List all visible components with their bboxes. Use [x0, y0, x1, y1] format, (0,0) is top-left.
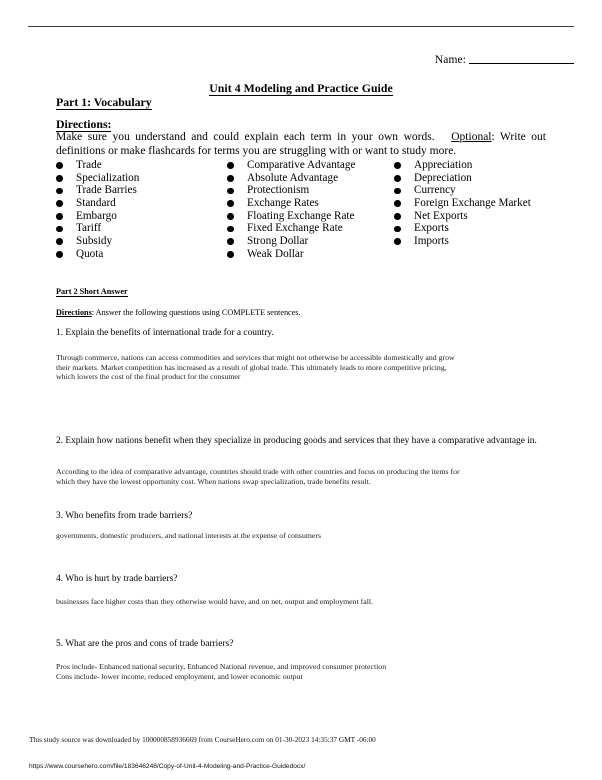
vocab-term: Trade Barries	[76, 184, 137, 197]
list-item	[227, 172, 355, 185]
directions-sentence-2: : Write out	[491, 131, 546, 143]
bullet-icon	[394, 162, 401, 169]
bullet-icon	[227, 238, 234, 245]
vocab-term: Embargo	[76, 209, 117, 222]
question-4: 4. Who is hurt by trade barriers?	[56, 574, 178, 584]
part2-heading	[56, 287, 128, 296]
list-item	[227, 248, 355, 261]
answer-line: businesses face higher costs than they otherwise would have, and on net, output and employment fall.	[56, 597, 373, 606]
answer-line: governments, domestic producers, and national interests at the expense of consumers	[56, 531, 322, 540]
bullet-icon	[56, 213, 63, 220]
vocab-term: Foreign Exchange Market	[414, 197, 531, 210]
bullet-icon	[227, 213, 234, 220]
vocab-term: Strong Dollar	[247, 235, 309, 248]
list-item	[227, 184, 355, 197]
list-item	[56, 172, 139, 185]
answer-line: which lowers the cost of the final product for the consumer	[56, 372, 241, 382]
vocab-term: Subsidy	[76, 235, 113, 248]
source-url[interactable]: https://www.coursehero.com/file/183646248/Copy-of-Unit-4-Modeling-and-Practice-Guidedocx/	[29, 763, 306, 770]
name-field-line	[435, 53, 574, 66]
list-item	[394, 235, 531, 248]
bullet-icon	[394, 238, 401, 245]
directions-line-1	[56, 130, 546, 144]
part2-heading-text: Part 2 Short Answer	[56, 287, 128, 296]
answer-4[interactable]	[56, 597, 552, 607]
vocab-term: Net Exports	[414, 209, 468, 222]
name-label: Name:	[434, 54, 466, 66]
directions-sentence-1: Make sure you understand and could explain each term in your own words.	[56, 131, 435, 143]
vocab-term: Currency	[414, 184, 456, 197]
bullet-icon	[394, 213, 401, 220]
answer-3[interactable]	[56, 531, 552, 541]
list-item	[394, 210, 531, 223]
bullet-icon	[227, 162, 234, 169]
bullet-icon	[394, 188, 401, 195]
answer-1[interactable]	[56, 353, 552, 382]
directions-optional-word: Optional	[451, 131, 492, 143]
directions-body	[56, 130, 546, 158]
vocab-term: Floating Exchange Rate	[247, 209, 355, 222]
download-attribution: This study source was downloaded by 100000858936669 from CourseHero.com on 01-30-2023 14:35:37 GMT -06:00	[29, 735, 376, 744]
vocabulary-column-1	[56, 159, 139, 261]
name-blank-underline[interactable]	[469, 53, 574, 64]
answer-line: their markets. Market competition has increased as a result of global trade. This ultimately leads to more competitive pricing,	[56, 362, 447, 372]
list-item	[56, 210, 139, 223]
vocab-term: Fixed Exchange Rate	[247, 222, 343, 235]
list-item	[56, 235, 139, 248]
list-item	[56, 159, 139, 172]
answer-line: Pros include- Enhanced national security, Enhanced National revenue, and improved consumer protection	[56, 662, 387, 671]
vocab-term: Exports	[414, 222, 449, 235]
answer-5[interactable]	[56, 662, 552, 681]
bullet-icon	[394, 200, 401, 207]
bullet-icon	[394, 226, 401, 233]
part1-heading	[56, 95, 152, 110]
bullet-icon	[56, 251, 63, 258]
vocab-term: Weak Dollar	[247, 247, 304, 260]
bullet-icon	[56, 162, 63, 169]
question-1: 1. Explain the benefits of international trade for a country.	[56, 328, 274, 338]
bullet-icon	[56, 188, 63, 195]
vocab-term: Exchange Rates	[247, 197, 319, 210]
list-item	[56, 248, 139, 261]
list-item	[227, 197, 355, 210]
answer-2[interactable]	[56, 467, 552, 486]
vocabulary-column-3	[394, 159, 531, 248]
bullet-icon	[56, 226, 63, 233]
bullet-icon	[227, 226, 234, 233]
list-item	[56, 222, 139, 235]
directions-line-2: definitions or make flashcards for terms you are struggling with or want to study more.	[56, 145, 457, 157]
page-title-text: Unit 4 Modeling and Practice Guide	[209, 81, 393, 95]
answer-line: Cons include- lower income, reduced employment, and lower economic output	[56, 671, 303, 681]
list-item	[394, 172, 531, 185]
question-3: 3. Who benefits from trade barriers?	[56, 511, 193, 521]
vocabulary-column-2	[227, 159, 355, 261]
list-item	[227, 222, 355, 235]
vocab-term: Depreciation	[414, 171, 472, 184]
part2-directions	[56, 308, 301, 317]
list-item	[394, 184, 531, 197]
part2-directions-text: : Answer the following questions using COMPLETE sentences.	[91, 308, 301, 317]
answer-line: which they have the lowest opportunity cost. When nations swap specialization, trade benefits result.	[56, 476, 371, 486]
bullet-icon	[227, 175, 234, 182]
answer-line: Through commerce, nations can access commodities and services that might not otherwise be accessible domestically and grow	[56, 353, 455, 362]
bullet-icon	[227, 251, 234, 258]
list-item	[56, 197, 139, 210]
list-item	[56, 184, 139, 197]
question-2: 2. Explain how nations benefit when they specialize in producing goods and services that they have a comparative advantage in.	[56, 436, 537, 446]
list-item	[394, 197, 531, 210]
part2-directions-label: Directions	[56, 308, 92, 317]
vocab-term: Tariff	[76, 222, 102, 235]
bullet-icon	[227, 200, 234, 207]
bullet-icon	[394, 175, 401, 182]
bullet-icon	[56, 175, 63, 182]
list-item	[394, 222, 531, 235]
part1-heading-text: Part 1: Vocabulary	[56, 95, 152, 109]
header-divider	[28, 26, 574, 27]
vocab-term: Standard	[76, 197, 116, 210]
list-item	[394, 159, 531, 172]
list-item	[227, 235, 355, 248]
page-title	[28, 81, 574, 96]
vocab-term: Comparative Advantage	[247, 159, 356, 171]
vocab-term: Specialization	[76, 171, 140, 184]
vocab-term: Imports	[414, 235, 449, 248]
vocab-term: Appreciation	[414, 159, 473, 171]
vocab-term: Protectionism	[247, 184, 310, 197]
bullet-icon	[56, 200, 63, 207]
directions-heading-text: Directions:	[56, 117, 112, 131]
question-5: 5. What are the pros and cons of trade barriers?	[56, 639, 234, 649]
vocab-term: Quota	[76, 247, 104, 260]
vocab-term: Absolute Advantage	[247, 171, 339, 184]
list-item	[227, 210, 355, 223]
bullet-icon	[227, 188, 234, 195]
list-item	[227, 159, 355, 172]
vocab-term: Trade	[76, 159, 102, 171]
answer-line: According to the idea of comparative advantage, countries should trade with other countries and focus on producing the items for	[56, 467, 460, 476]
bullet-icon	[56, 238, 63, 245]
